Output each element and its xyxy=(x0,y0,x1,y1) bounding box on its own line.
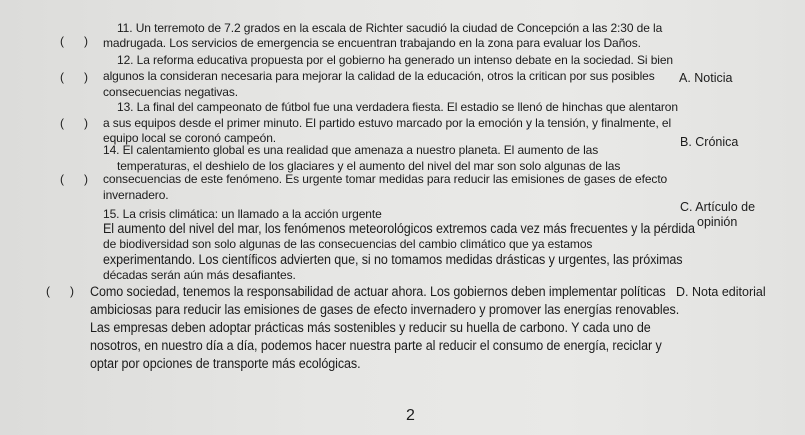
item-15-line-2: de biodiversidad son solo algunas de las consecuencias del cambio climático que ya estamos xyxy=(103,237,593,251)
item-14-line-2: temperaturas, el deshielo de los glaciares y el aumento del nivel del mar son solo algunas de las xyxy=(117,159,621,173)
item-15-line-4: décadas serán aún más desafiantes. xyxy=(103,268,296,282)
item-14-line-3: consecuencias de este fenómeno. Es urgente tomar medidas para reducir las emisiones de gases de efecto xyxy=(103,172,668,186)
item-12-line-1: 12. La reforma educativa propuesta por el gobierno ha generado un intenso debate en la sociedad. Si bien xyxy=(117,53,674,67)
item-15-line-6: ambiciosas para reducir las emisiones de gases de efecto invernadero y promover las energías renovables. xyxy=(90,302,680,317)
item-15-line-9: optar por opciones de transporte más ecológicas. xyxy=(90,356,361,371)
item-15-title: 15. La crisis climática: un llamado a la acción urgente xyxy=(103,207,382,221)
page-number: 2 xyxy=(406,407,415,424)
option-c-line-1: C. Artículo de xyxy=(680,200,756,214)
option-c-line-2: opinión xyxy=(697,215,738,229)
item-12-line-2: algunos la consideran necesaria para mejorar la calidad de la educación, otros la critican por sus posibles xyxy=(103,69,655,83)
option-b: B. Crónica xyxy=(680,135,739,149)
item-11-line-2: madrugada. Los servicios de emergencia se encuentran trabajando en la zona para evaluar los Daños. xyxy=(103,36,641,50)
item-15-line-7: Las empresas deben adoptar prácticas más sostenibles y reducir su huella de carbono. Y cada uno de xyxy=(90,320,651,335)
option-a: A. Noticia xyxy=(679,71,733,85)
answer-blank-14[interactable]: ( ) xyxy=(60,172,88,186)
answer-blank-15[interactable]: ( ) xyxy=(46,284,74,298)
item-15-line-5: Como sociedad, tenemos la responsabilidad de actuar ahora. Los gobiernos deben implementar políticas xyxy=(90,284,666,299)
item-13-line-2: a sus equipos desde el primer minuto. El partido estuvo marcado por la emoción y la tensión, y finalmente, el xyxy=(103,116,672,130)
item-15-line-3: experimentando. Los científicos advierten que, si no tomamos medidas drásticas y urgentes, las próximas xyxy=(103,252,683,267)
item-14-line-4: invernadero. xyxy=(103,188,169,202)
item-13-line-3: equipo local se coronó campeón. xyxy=(103,131,277,145)
item-11-line-1: 11. Un terremoto de 7.2 grados en la escala de Richter sacudió la ciudad de Concepción a las 2:30 de la xyxy=(117,21,663,35)
option-d: D. Nota editorial xyxy=(676,285,766,299)
item-15-line-8: nosotros, en nuestro día a día, podemos hacer nuestra parte al reducir el consumo de energía, reciclar y xyxy=(90,338,662,353)
answer-blank-13[interactable]: ( ) xyxy=(60,116,88,130)
item-14-line-1: 14. El calentamiento global es una realidad que amenaza a nuestro planeta. El aumento de las xyxy=(103,143,599,157)
item-13-line-1: 13. La final del campeonato de fútbol fue una verdadera fiesta. El estadio se llenó de hinchas que alentaron xyxy=(117,100,678,114)
answer-blank-12[interactable]: ( ) xyxy=(60,70,88,84)
item-12-line-3: consecuencias negativas. xyxy=(103,85,239,99)
answer-blank-11[interactable]: ( ) xyxy=(60,34,88,48)
item-15-line-1: El aumento del nivel del mar, los fenómenos meteorológicos extremos cada vez más frecuentes y la pérdida xyxy=(103,221,695,236)
